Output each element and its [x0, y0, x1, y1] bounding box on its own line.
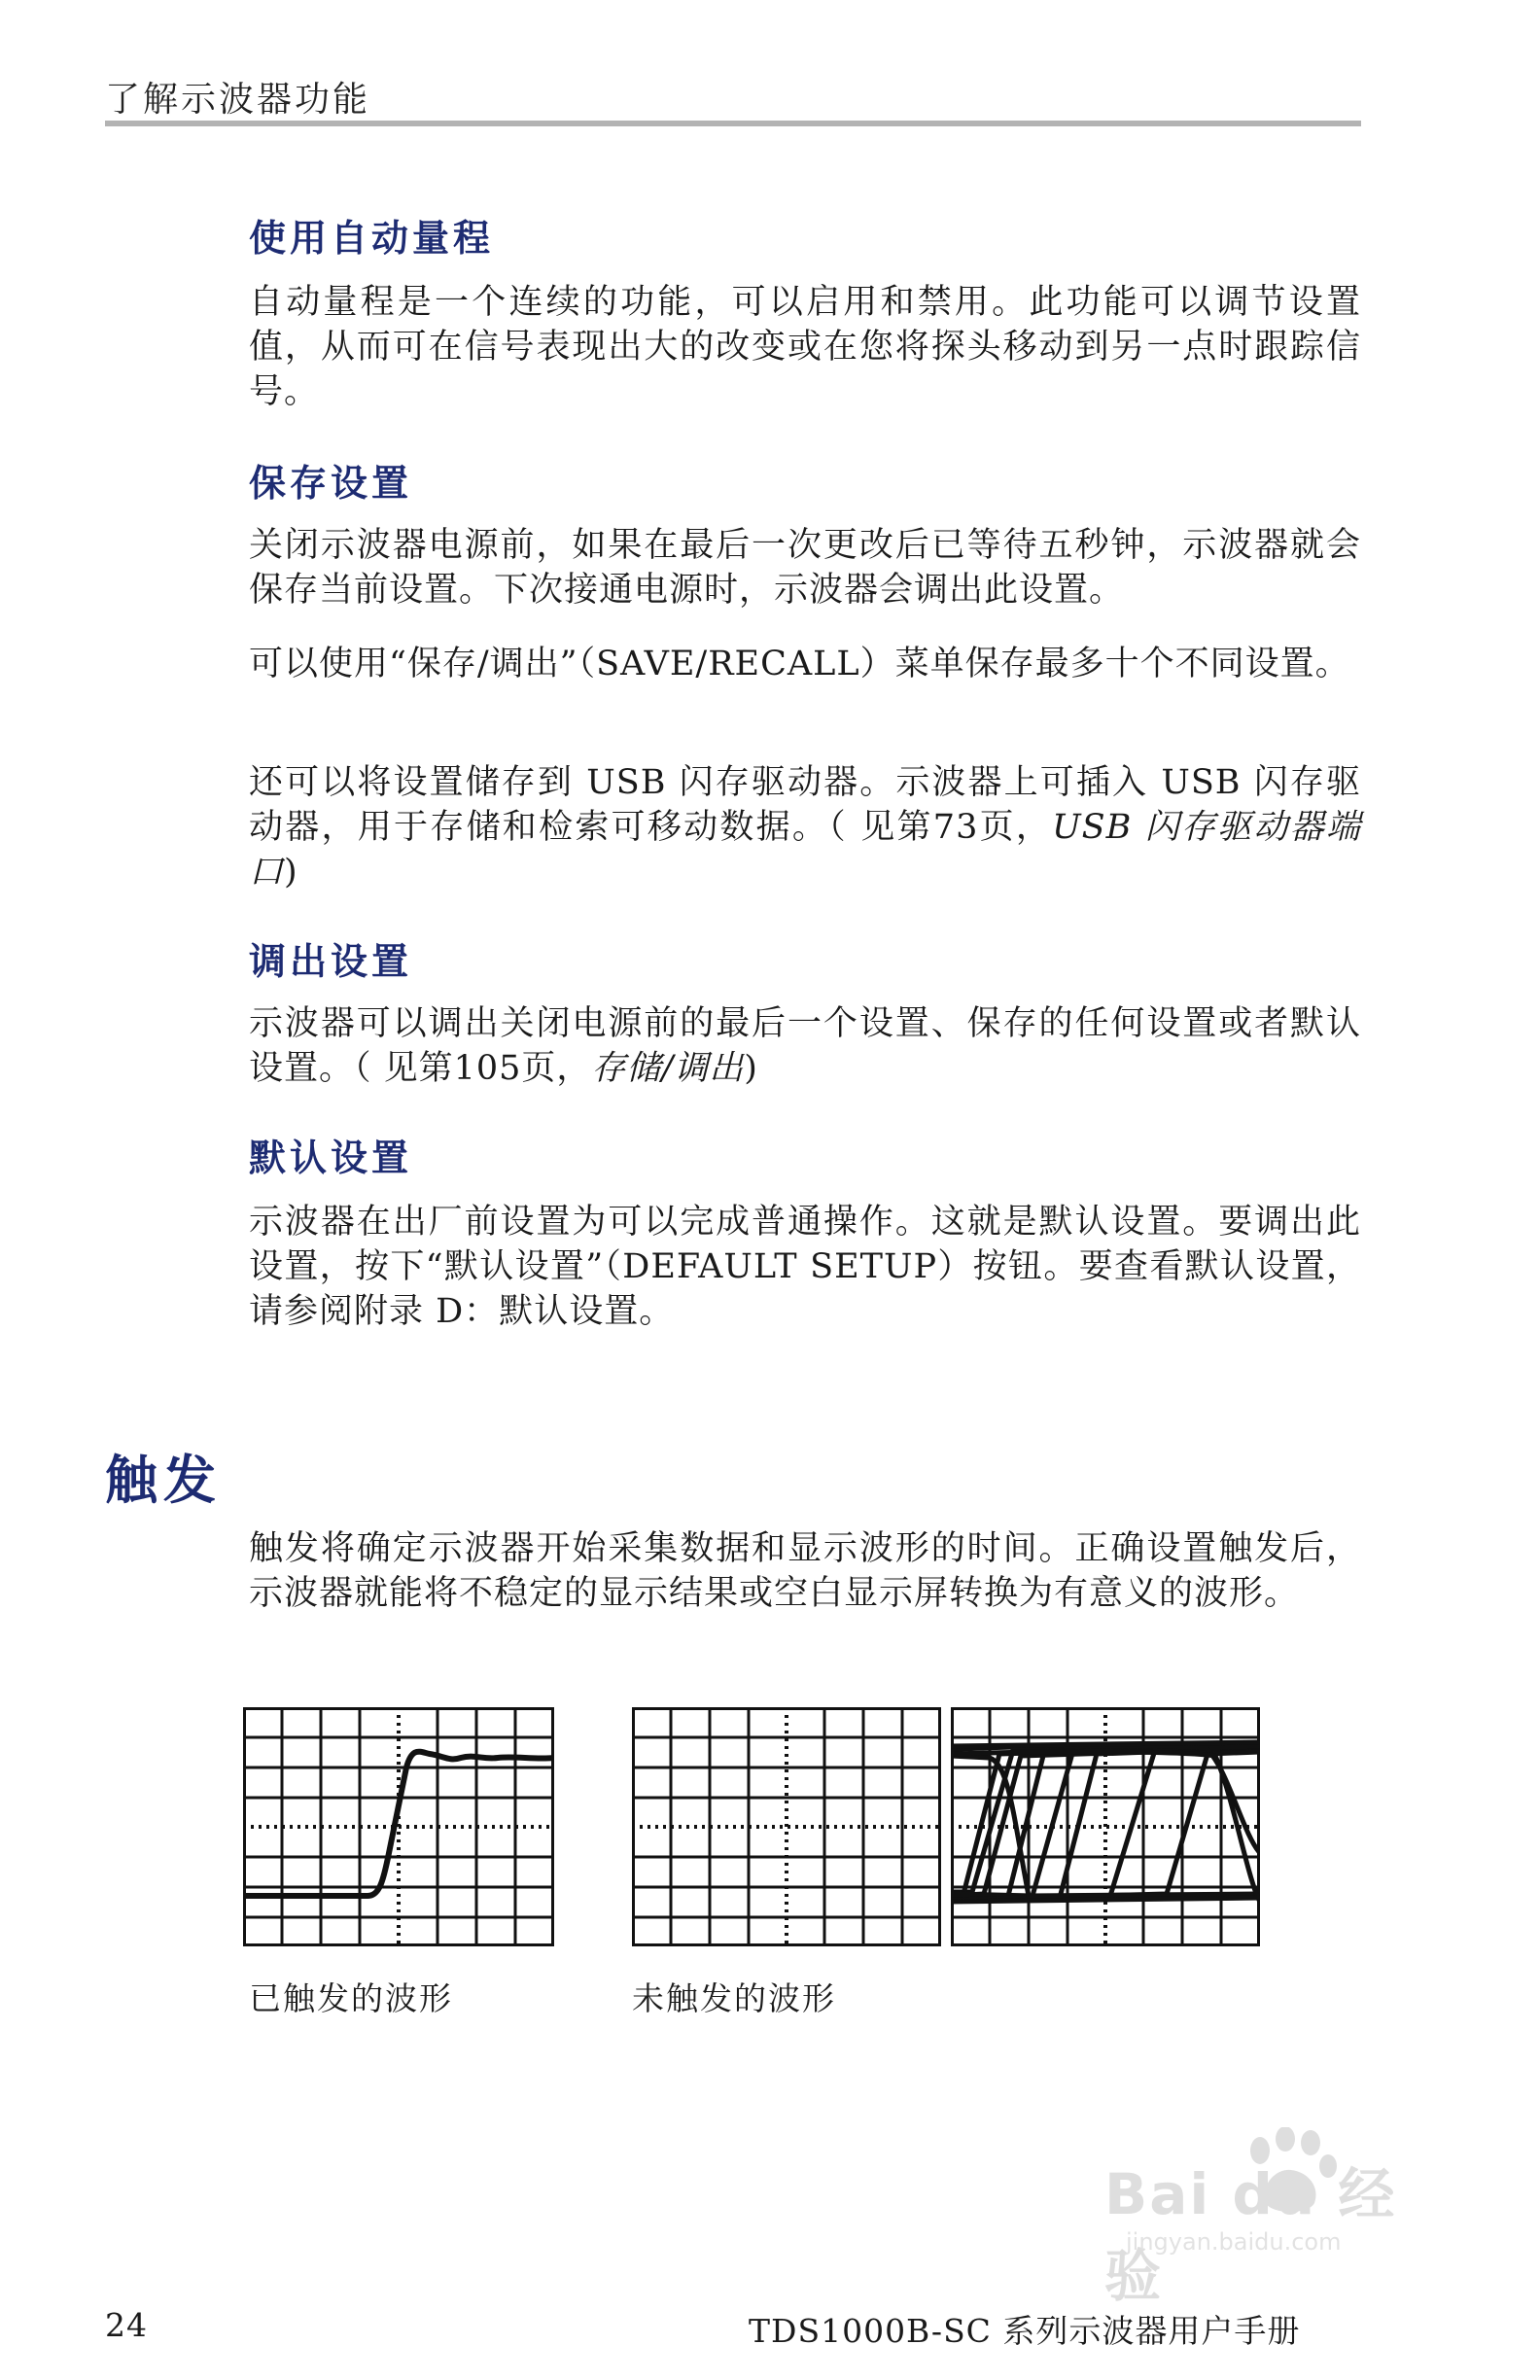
scope-triggered: [243, 1707, 554, 1946]
heading-recall-setup: 调出设置: [249, 940, 413, 983]
page-number: 24: [105, 2306, 148, 2344]
para-save-3-end: ): [284, 853, 298, 892]
heading-save-setup: 保存设置: [249, 462, 413, 505]
para-recall-text: 示波器可以调出关闭电源前的最后一个设置、保存的任何设置或者默认设置。（ 见第105页，: [249, 1004, 1361, 1088]
para-save-3-text: 还可以将设置储存到 USB 闪存驱动器。示波器上可插入 USB 闪存驱动器，用于存储和检索可移动数据。（ 见第73页，: [249, 763, 1361, 847]
heading-default-setup: 默认设置: [249, 1137, 413, 1179]
para-save-2: 可以使用“保存/调出”（SAVE/RECALL）菜单保存最多十个不同设置。: [249, 645, 1350, 683]
xref-usb-port[interactable]: USB 闪存驱动器端口: [249, 808, 1361, 892]
para-save-1: 关闭示波器电源前，如果在最后一次更改后已等待五秒钟，示波器就会保存当前设置。下次接通电源时，示波器会调出此设置。: [249, 526, 1361, 610]
scope-untriggered-empty: [632, 1707, 941, 1946]
para-trigger: 触发将确定示波器开始采集数据和显示波形的时间。正确设置触发后，示波器就能将不稳定的显示结果或空白显示屏转换为有意义的波形。: [249, 1529, 1361, 1613]
heading-trigger: 触发: [105, 1450, 222, 1511]
manual-title: TDS1000B-SC 系列示波器用户手册: [749, 2312, 1301, 2350]
para-default: 示波器在出厂前设置为可以完成普通操作。这就是默认设置。要调出此设置，按下“默认设置”（DEFAULT SETUP）按钮。要查看默认设置，请参阅附录 D：默认设置。: [249, 1203, 1361, 1331]
scope-untriggered-traces: [951, 1707, 1260, 1946]
para-recall-end: ): [744, 1049, 758, 1088]
para-recall: [249, 1001, 1361, 1091]
watermark-url: jingyan.baidu.com: [1126, 2228, 1342, 2256]
baidu-watermark: [1087, 2127, 1439, 2309]
caption-triggered: 已触发的波形: [249, 1979, 453, 2017]
para-save-3: [249, 760, 1361, 894]
heading-autorange: 使用自动量程: [249, 217, 495, 260]
running-head: 了解示波器功能: [105, 80, 371, 120]
header-rule: [105, 121, 1361, 126]
xref-save-recall[interactable]: 存储/调出: [591, 1049, 745, 1088]
watermark-text: Bai du 经验: [1104, 2161, 1397, 2309]
triggered-trace: [243, 1752, 554, 1896]
caption-untriggered: 未触发的波形: [632, 1979, 836, 2017]
para-autorange: 自动量程是一个连续的功能，可以启用和禁用。此功能可以调节设置值，从而可在信号表现出大的改变或在您将探头移动到另一点时跟踪信号。: [249, 283, 1361, 411]
